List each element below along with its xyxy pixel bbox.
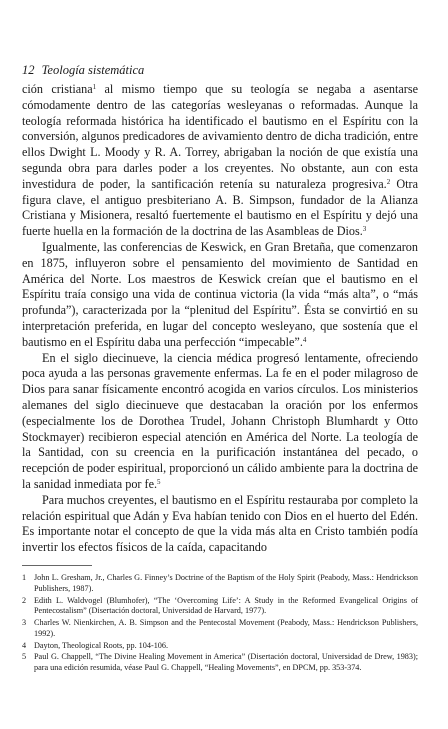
page-number: 12 <box>22 63 35 77</box>
footnote-reference: 4 <box>302 335 307 344</box>
body-text <box>22 82 418 556</box>
footnote <box>22 652 418 674</box>
footnote <box>22 641 418 652</box>
footnote-reference: 2 <box>386 177 391 186</box>
paragraph <box>22 351 418 493</box>
footnote-text: John L. Gresham, Jr., Charles G. Finney’s Doctrine of the Baptism of the Holy Spirit (Peabody, Mass.: Hendrickson Publishers, 1987). <box>34 572 418 593</box>
paragraph-text: al mismo tiempo que su teología se negaba a asentarse cómodamente dentro de las categorías wesleyanas o reformadas. Aunque la teología reformada histórica ha identificado el bautismo en el Espíritu con la conversión, algunos predicadores de avivamiento dentro de dicha tradición, entre ellos Dwight L. Moody y R. A. Torrey, abrigaban la noción de que existía una segunda obra para darles poder a los creyentes. No obstante, aun con esta investidura de poder, la santificación retenía su naturaleza progresiva. <box>22 82 418 191</box>
paragraph <box>22 493 418 556</box>
footnote-text: Edith L. Waldvogel (Blumhofer), “The ‘Overcoming Life’: A Study in the Reformed Evangelical Origins of Pentecostalism” (Disertación doctoral, Universidad de Harvard, 1977). <box>34 595 418 616</box>
footnote-number: 2 <box>22 595 27 605</box>
footnote-number: 4 <box>22 640 27 650</box>
running-title: Teología sistemática <box>41 63 145 77</box>
footnotes <box>22 573 418 674</box>
paragraph <box>22 240 418 351</box>
footnote-reference: 5 <box>157 477 161 486</box>
footnote <box>22 618 418 640</box>
footnote-reference: 1 <box>92 83 97 91</box>
footnote-number: 1 <box>22 572 27 582</box>
paragraph-text: En el siglo diecinueve, la ciencia médica progresó lentamente, ofreciendo poca ayuda a las personas gravemente enfermas. La fe en el poder milagroso de Dios para sanar físicamente encontró acogida en varios círculos. Los ministerios alemanes del siglo diecinueve que destacaban la oración por los enfermos (especialmente los de Dorothea Trudel, Johann Christoph Blumhardt y Otto Stockmayer) recibieron especial atención en América del Norte. La teología de la Santidad, con su creencia en la purificación instantánea del pecado, o recepción de poder espiritual, proporcionó un cálido ambiente para la doctrina de la sanidad inmediata por fe. <box>22 350 418 491</box>
paragraph-text: ción cristiana <box>22 82 93 96</box>
footnote-number: 3 <box>22 618 27 628</box>
footnote-number: 5 <box>22 652 27 662</box>
paragraph-text: Otra figura clave, el antiguo presbiteriano A. B. Simpson, fundador de la Alianza Cristiana y Misionera, resaltó fuertemente el bautismo en el Espíritu y dejó una fuerte huella en la formación de la doctrina de las Asambleas de Dios. <box>22 176 418 239</box>
paragraph-text: Para muchos creyentes, el bautismo en el Espíritu restauraba por completo la relación espiritual que Adán y Eva habían tenido con Dios en el huerto del Edén. Es importante notar el concepto de que la vida más alta en Cristo también podía invertir los efectos físicos de la caída, capacitando <box>22 492 418 555</box>
footnote-text: Charles W. Nienkirchen, A. B. Simpson and the Pentecostal Movement (Peabody, Mass.: Hendrickson Publishers, 1992). <box>34 618 418 638</box>
paragraph <box>22 82 418 240</box>
footnote <box>22 596 418 618</box>
footnote-text: Paul G. Chappell, “The Divine Healing Movement in America” (Disertación doctoral, Universidad de Drew, 1983); para una edición resumida, véase Paul G. Chappell, “Healing Movements”, en DPCM, pp. 353-374. <box>34 652 418 673</box>
footnote-text: Dayton, Theological Roots, pp. 104-106. <box>34 640 169 650</box>
footnote-reference: 3 <box>362 225 367 234</box>
paragraph-text: Igualmente, las conferencias de Keswick, en Gran Bretaña, que comenzaron en 1875, influyeron sobre el pensamiento del movimiento de Santidad en América del Norte. Los maestros de Keswick creían que el bautismo en el Espíritu traía consigo una vida de continua victoria (la vida “más alta”, o “más profunda”), caracterizada por la “plenitud del Espíritu”. Ésta se convirtió en su interpretación preferida, en lugar del concepto wesleyano, que sostenía que el bautismo en el Espíritu daba una perfección “impecable”. <box>22 239 418 349</box>
footnote-separator <box>22 565 92 566</box>
footnote <box>22 573 418 595</box>
running-header <box>22 62 418 78</box>
